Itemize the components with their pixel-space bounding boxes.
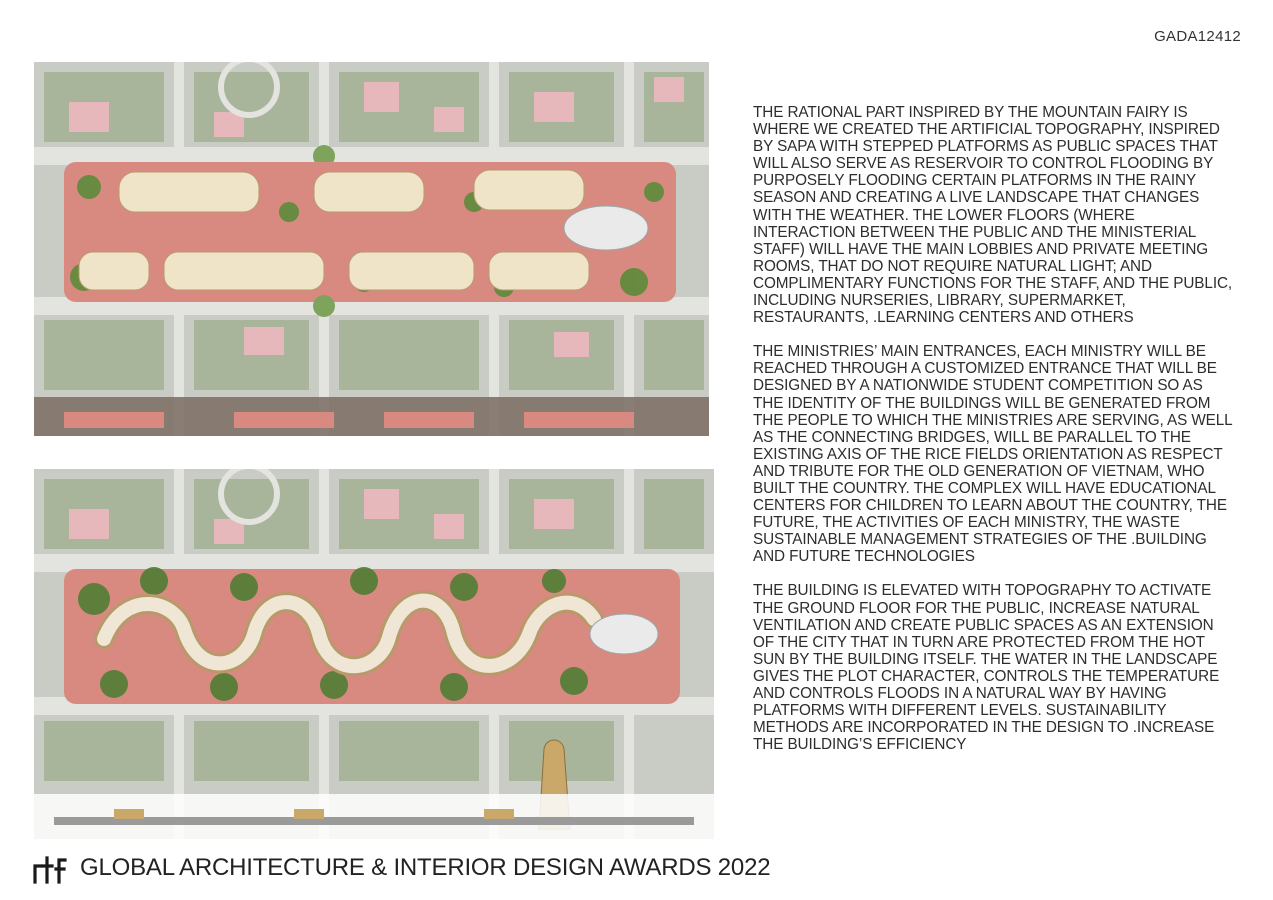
paragraph-topography: THE RATIONAL PART INSPIRED BY THE MOUNTAIN FAIRY IS WHERE WE CREATED THE ARTIFICIAL TOPOGRAPHY, INSPIRED BY SAPA WITH STEPPED PLATFORMS AS PUBLIC SPACES THAT WILL ALSO SERVE AS RESERVOIR TO CONTROL FLOODING BY PURPOSELY FLOODING CERTAIN PLATFORMS IN THE RAINY SEASON AND CREATING A LIVE LANDSCAPE THAT CHANGES WITH THE WEATHER. THE LOWER FLOORS (WHERE INTERACTION BETWEEN THE PUBLIC AND THE MINISTERIAL STAFF) WILL HAVE THE MAIN LOBBIES AND PRIVATE MEETING ROOMS, THAT DO NOT REQUIRE NATURAL LIGHT; AND COMPLIMENTARY FUNCTIONS FOR THE STAFF, AND THE PUBLIC, INCLUDING NURSERIES, LIBRARY, SUPERMARKET, RESTAURANTS, .LEARNING CENTERS AND OTHERS xyxy=(753,104,1233,327)
description-text xyxy=(753,104,1233,770)
rtf-logo-icon xyxy=(32,852,68,884)
project-code: GADA12412 xyxy=(1154,28,1241,45)
paragraph-entrances: THE MINISTRIES’ MAIN ENTRANCES, EACH MINISTRY WILL BE REACHED THROUGH A CUSTOMIZED ENTRANCE THAT WILL BE DESIGNED BY A NATIONWIDE STUDENT COMPETITION SO AS THE IDENTITY OF THE BUILDINGS WILL BE GENERATED FROM THE PEOPLE TO WHICH THE MINISTRIES ARE SERVING, AS WELL AS THE CONNECTING BRIDGES, WILL BE PARALLEL TO THE EXISTING AXIS OF THE RICE FIELDS ORIENTATION AS RESPECT AND TRIBUTE FOR THE OLD GENERATION OF VIETNAM, WHO BUILT THE COUNTRY. THE COMPLEX WILL HAVE EDUCATIONAL CENTERS FOR CHILDREN TO LEARN ABOUT THE COUNTRY, THE FUTURE, THE ACTIVITIES OF EACH MINISTRY, THE WASTE SUSTAINABLE MANAGEMENT STRATEGIES OF THE .BUILDING AND FUTURE TECHNOLOGIES xyxy=(753,343,1233,566)
footer xyxy=(32,850,770,886)
site-plan-ground-level xyxy=(34,62,709,436)
paragraph-elevation: THE BUILDING IS ELEVATED WITH TOPOGRAPHY TO ACTIVATE THE GROUND FLOOR FOR THE PUBLIC, INCREASE NATURAL VENTILATION AND CREATE PUBLIC SPACES AS AN EXTENSION OF THE CITY THAT IN TURN ARE PROTECTED FROM THE HOT SUN BY THE BUILDING ITSELF. THE WATER IN THE LANDSCAPE GIVES THE PLOT CHARACTER, CONTROLS THE TEMPERATURE AND CONTROLS FLOODS IN A NATURAL WAY BY HAVING PLATFORMS WITH DIFFERENT LEVELS. SUSTAINABILITY METHODS ARE INCORPORATED IN THE DESIGN TO .INCREASE THE BUILDING’S EFFICIENCY xyxy=(753,582,1220,754)
site-plan-roof-level xyxy=(34,469,714,839)
award-title: GLOBAL ARCHITECTURE & INTERIOR DESIGN AWARDS 2022 xyxy=(80,854,771,881)
